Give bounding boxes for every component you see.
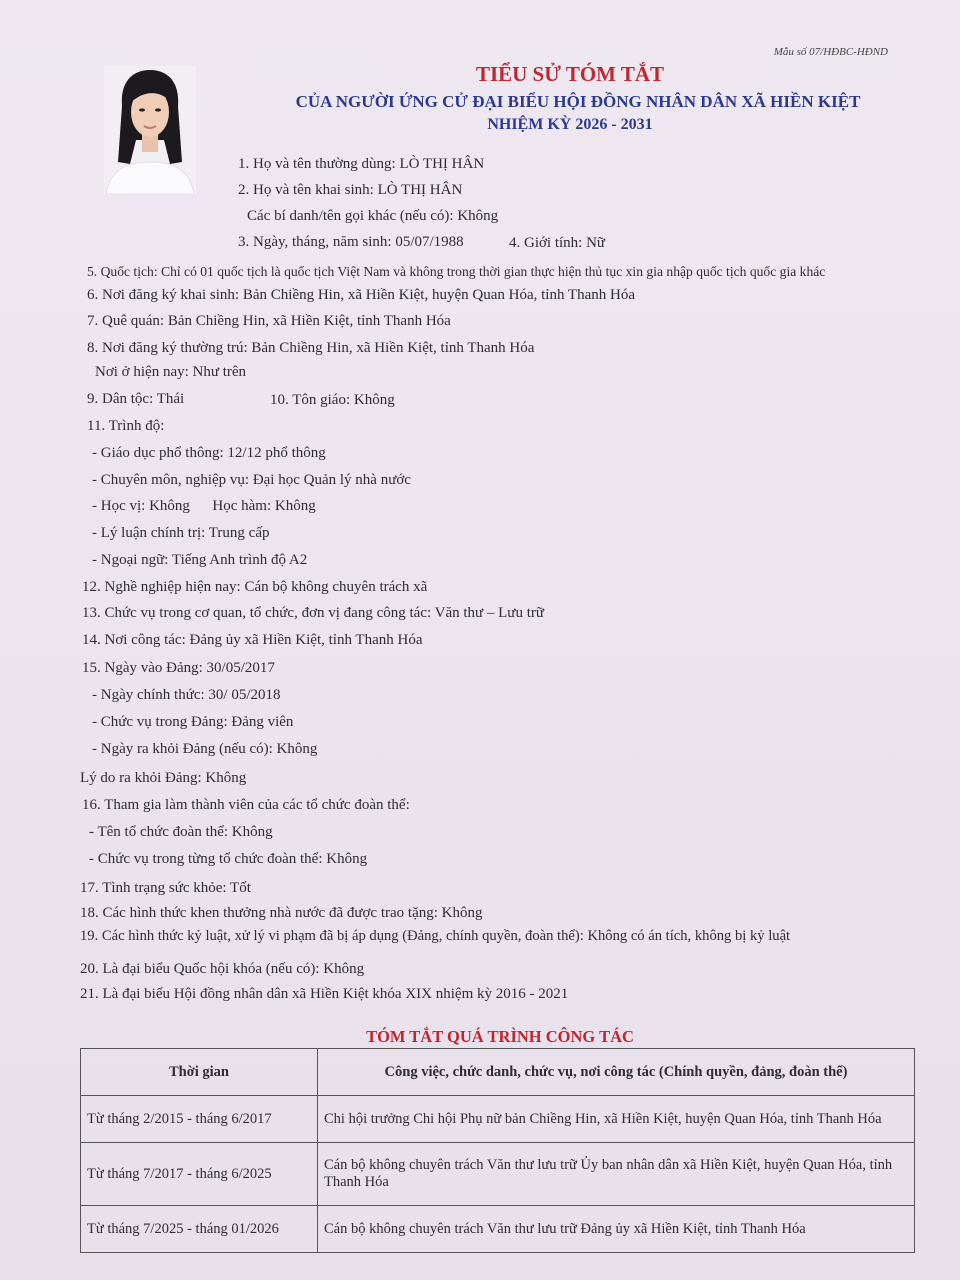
field-gender: 4. Giới tính: Nữ xyxy=(509,235,606,251)
table-cell-position: Cán bộ không chuyên trách Văn thư lưu trữ Ủy ban nhân dân xã Hiền Kiệt, huyện Quan Hóa, tỉnh Thanh Hóa xyxy=(318,1143,915,1206)
field-birth-name: 2. Họ và tên khai sinh: LÒ THỊ HÂN xyxy=(238,182,463,198)
table-row xyxy=(81,1143,915,1206)
field-education-heading: 11. Trình độ: xyxy=(87,418,165,434)
field-occupation: 12. Nghề nghiệp hiện nay: Cán bộ không chuyên trách xã xyxy=(82,579,428,595)
field-nationality: 5. Quốc tịch: Chỉ có 01 quốc tịch là quốc tịch Việt Nam và không trong thời gian thực hiện thủ tục xin gia nhập quốc tịch quốc gia khác xyxy=(87,264,826,279)
field-ethnicity: 9. Dân tộc: Thái xyxy=(87,391,185,407)
table-cell-position: Cán bộ không chuyên trách Văn thư lưu trữ Đảng ủy xã Hiền Kiệt, tỉnh Thanh Hóa xyxy=(318,1206,915,1253)
field-birth-registration: 6. Nơi đăng ký khai sinh: Bản Chiềng Hin, xã Hiền Kiệt, huyện Quan Hóa, tỉnh Thanh Hóa xyxy=(87,287,635,303)
field-party-position: - Chức vụ trong Đảng: Đảng viên xyxy=(92,714,294,730)
work-history-table xyxy=(80,1048,915,1253)
field-national-assembly: 20. Là đại biểu Quốc hội khóa (nếu có): Không xyxy=(80,961,365,977)
field-awards: 18. Các hình thức khen thưởng nhà nước đã được trao tặng: Không xyxy=(80,905,483,921)
field-health: 17. Tình trạng sức khỏe: Tốt xyxy=(80,880,251,896)
column-header-position: Công việc, chức danh, chức vụ, nơi công tác (Chính quyền, đảng, đoàn thể) xyxy=(318,1049,915,1096)
table-cell-time: Từ tháng 7/2025 - tháng 01/2026 xyxy=(81,1206,318,1253)
field-party-leave-reason: Lý do ra khỏi Đảng: Không xyxy=(80,770,247,786)
table-cell-time: Từ tháng 7/2017 - tháng 6/2025 xyxy=(81,1143,318,1206)
field-permanent-residence: 8. Nơi đăng ký thường trú: Bản Chiềng Hin, xã Hiền Kiệt, tỉnh Thanh Hóa xyxy=(87,340,535,356)
table-header-row xyxy=(81,1049,915,1096)
field-party-official-date: - Ngày chính thức: 30/ 05/2018 xyxy=(92,687,281,703)
field-hometown: 7. Quê quán: Bản Chiềng Hin, xã Hiền Kiệt, tỉnh Thanh Hóa xyxy=(87,313,451,329)
field-religion: 10. Tôn giáo: Không xyxy=(270,392,395,408)
field-political-theory: - Lý luận chính trị: Trung cấp xyxy=(92,525,270,541)
table-cell-position: Chi hội trưởng Chi hội Phụ nữ bản Chiềng Hin, xã Hiền Kiệt, huyện Quan Hóa, tỉnh Thanh Hóa xyxy=(318,1096,915,1143)
table-row xyxy=(81,1096,915,1143)
field-council-membership: 21. Là đại biểu Hội đồng nhân dân xã Hiền Kiệt khóa XIX nhiệm kỳ 2016 - 2021 xyxy=(80,986,569,1002)
table-row xyxy=(81,1206,915,1253)
work-history-title: TÓM TẮT QUÁ TRÌNH CÔNG TÁC xyxy=(366,1027,634,1046)
form-number: Mẫu số 07/HĐBC-HĐND xyxy=(773,46,888,58)
table-cell-time: Từ tháng 2/2015 - tháng 6/2017 xyxy=(81,1096,318,1143)
field-position: 13. Chức vụ trong cơ quan, tổ chức, đơn vị đang công tác: Văn thư – Lưu trữ xyxy=(82,605,544,621)
document-title: TIỂU SỬ TÓM TẮT xyxy=(475,62,665,86)
field-foreign-language: - Ngoại ngữ: Tiếng Anh trình độ A2 xyxy=(92,552,308,568)
field-party-leave-date: - Ngày ra khỏi Đảng (nếu có): Không xyxy=(92,741,318,757)
field-date-of-birth: 3. Ngày, tháng, năm sinh: 05/07/1988 xyxy=(238,234,464,250)
field-organization-name: - Tên tổ chức đoàn thể: Không xyxy=(89,824,273,840)
field-organization-position: - Chức vụ trong từng tổ chức đoàn thể: Không xyxy=(89,851,368,867)
field-general-education: - Giáo dục phổ thông: 12/12 phổ thông xyxy=(92,445,326,461)
field-workplace: 14. Nơi công tác: Đảng ủy xã Hiền Kiệt, tỉnh Thanh Hóa xyxy=(82,632,423,648)
field-party-join-date: 15. Ngày vào Đảng: 30/05/2017 xyxy=(82,660,275,676)
document-subtitle: CỦA NGƯỜI ỨNG CỬ ĐẠI BIỂU HỘI ĐỒNG NHÂN DÂN XÃ HIỀN KIỆT xyxy=(295,92,861,111)
column-header-time: Thời gian xyxy=(81,1049,318,1096)
field-common-name: 1. Họ và tên thường dùng: LÒ THỊ HÂN xyxy=(238,156,485,172)
field-aliases: Các bí danh/tên gọi khác (nếu có): Không xyxy=(247,208,499,224)
field-organizations-heading: 16. Tham gia làm thành viên của các tổ chức đoàn thể: xyxy=(82,797,410,813)
field-specialization: - Chuyên môn, nghiệp vụ: Đại học Quản lý nhà nước xyxy=(92,472,411,488)
field-discipline: 19. Các hình thức kỷ luật, xử lý vi phạm đã bị áp dụng (Đảng, chính quyền, đoàn thể): Không có án tích, không bị kỷ luật xyxy=(80,928,791,944)
document-term: NHIỆM KỲ 2026 - 2031 xyxy=(487,116,653,133)
field-current-residence: Nơi ở hiện nay: Như trên xyxy=(95,364,247,380)
field-degree-title: - Học vị: Không Học hàm: Không xyxy=(92,498,316,514)
